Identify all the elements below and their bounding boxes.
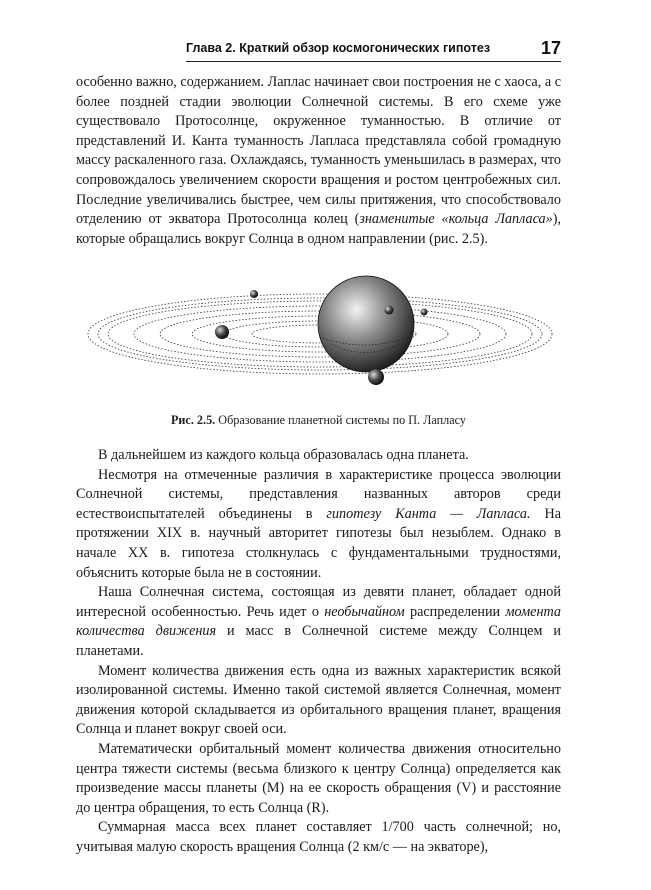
running-header [186, 38, 561, 62]
emphasis-angular-momentum: момента количества движения [76, 603, 561, 640]
protosun [318, 276, 414, 372]
text-block-top [76, 73, 561, 249]
header-rule [186, 61, 561, 62]
paragraph-solar-system: Наша Солнечная система, состоящая из девяти планет, обладает одной интересной особенностью. Речь идет о необычайном распределении момента количества движения и масс в Солнечной системе между Солнцем и планетами. [76, 584, 561, 659]
paragraph-rings-planets: В дальнейшем из каждого кольца образовалась одна планета. [98, 447, 469, 463]
planet-left [215, 325, 229, 339]
caption-label: Рис. 2.5. [170, 413, 216, 427]
chapter-title: Глава 2. Краткий обзор космогонических гипотез [186, 41, 491, 55]
paragraph-laplace: особенно важно, содержанием. Лаплас начинает свои построения не с хаоса, а с более поздней стадии эволюции Солнечной системы. В его схеме уже существовало Протосолнце, окруженное туманностью. В отличие от представлений И. Канта туманность Лапласа представляла собой громадную массу раскаленного газа. Охлаждаясь, туманность уменьшилась в размерах, что сопровождалось увеличением скорости вращения и ростом центробежных сил. Последние увеличивались быстрее, чем силы притяжения, что способствовало отделению от экватора Протосолнца колец (знаменитые «кольца Лапласа»), которые обращались вокруг Солнца в одном направлении (рис. 2.5). [76, 74, 561, 247]
figure-caption [76, 413, 561, 428]
paragraph-angular-momentum: Момент количества движения есть одна из важных характеристик всякой изолированной системы. Именно такой системой является Солнечная, момент движения которой складывается из орбитального вращения планет, вращения Солнца и планет вокруг своей оси. [76, 662, 561, 738]
page-number: 17 [540, 38, 561, 58]
paragraph-kant-laplace: Несмотря на отмеченные различия в характеристике процесса эволюции Солнечной системы, представления названных авторов среди естествоиспытателей объединены в гипотезу Канта — Лапласа. На протяжении XIX в. научный авторитет гипотезы был незыблем. Однако в начале XX в. гипотеза столкнулась с фундаментальными трудностями, объяснить которые была не в состоянии. [76, 466, 561, 581]
paragraph-orbital-momentum: Математически орбитальный момент количества движения относительно центра тяжести системы (весьма близкого к центру Солнца) определяется как произведение массы планеты (M) на ее скорость обращения (V) и расстояние до центра обращения, то есть Солнца (R). [76, 740, 561, 816]
emphasis-unusual: необычайном [324, 603, 405, 620]
planet-small-right [421, 309, 428, 316]
laplace-illustration [84, 262, 554, 402]
emphasis-laplace-rings: знаменитые «кольца Лапласа» [359, 211, 553, 228]
paragraph-planet-mass: Суммарная масса всех планет составляет 1/700 часть солнечной; но, учитывая малую скорость вращения Солнца (2 км/с — на экваторе), [76, 819, 561, 855]
caption-text: Образование планетной системы по П. Лапласу [215, 413, 467, 427]
text-block-bottom [76, 446, 561, 857]
emphasis-hypothesis: гипотезу Канта — Лапласа. [326, 505, 531, 522]
planet-top [250, 290, 258, 298]
planet-bottom [368, 369, 384, 385]
planet-right [385, 306, 394, 315]
